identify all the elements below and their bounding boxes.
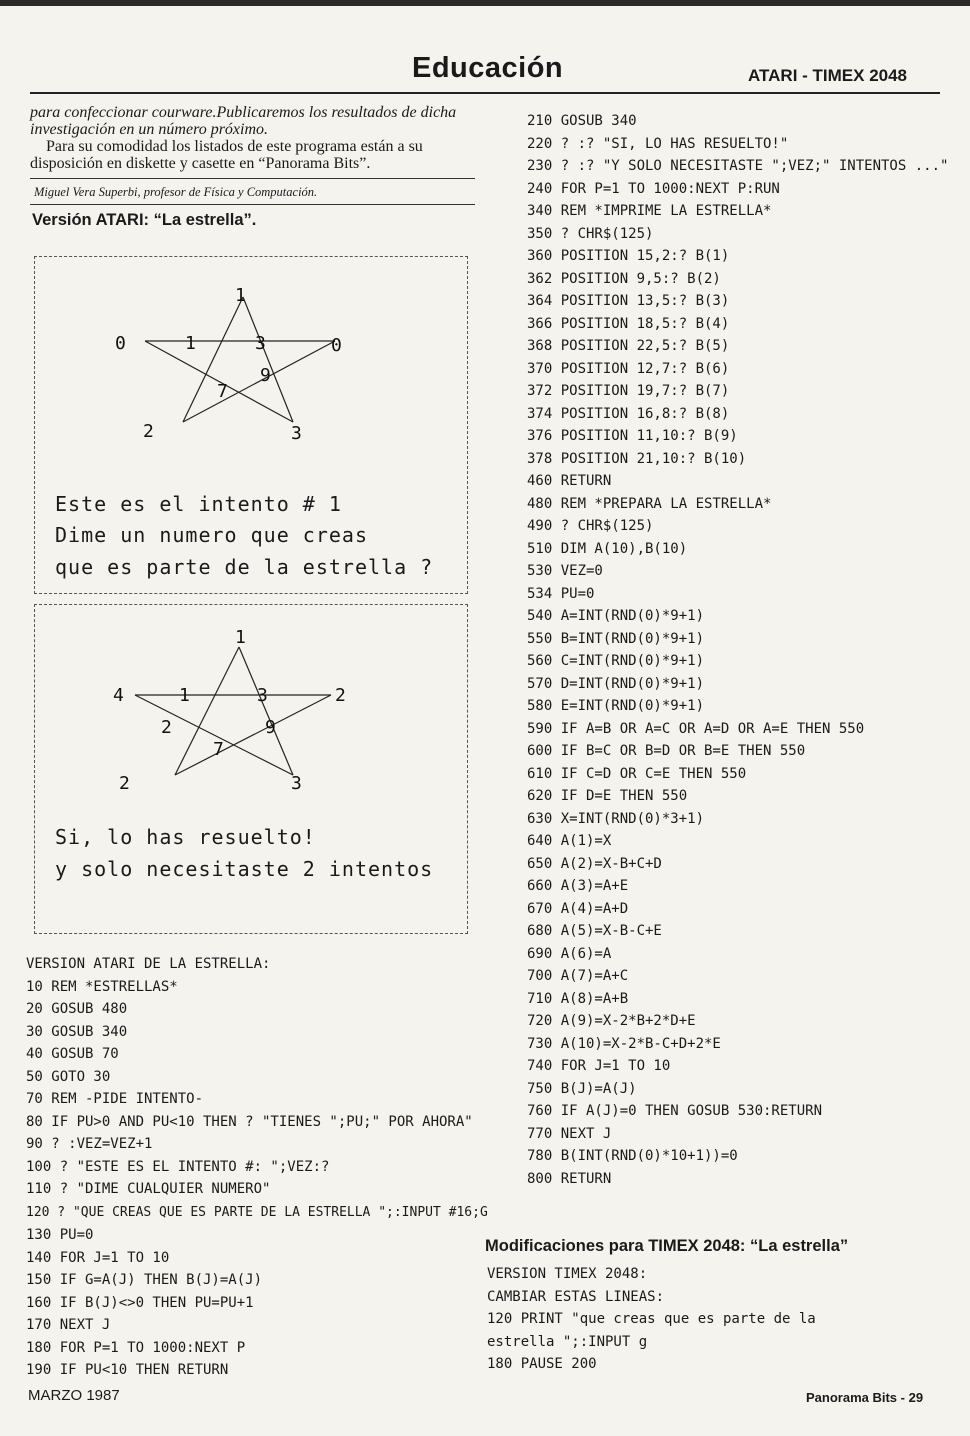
code-line: 120 ? "QUE CREAS QUE ES PARTE DE LA ESTRELLA ";:INPUT #16;G	[26, 1204, 488, 1220]
intro-paragraph-2: Para su comodidad los listados de este programa están a su disposición en diskette y casette en “Panorama Bits”.	[30, 138, 423, 172]
code-line: 230 ? :? "Y SOLO NECESITASTE ";VEZ;" INTENTOS ..."	[527, 158, 949, 174]
star2-label-inner-left: 1	[179, 685, 190, 706]
code-line: 530 VEZ=0	[527, 563, 603, 579]
code-line: 160 IF B(J)<>0 THEN PU=PU+1	[26, 1294, 254, 1311]
code-line: estrella ";:INPUT g	[487, 1333, 648, 1350]
header-rule	[30, 92, 940, 94]
code-line: 534 PU=0	[527, 585, 595, 602]
screen2-line-1: Si, lo has resuelto!	[55, 825, 316, 849]
star2-label-bottom-left: 2	[119, 773, 130, 794]
code-line: 710 A(8)=A+B	[527, 990, 629, 1007]
screen2-line-2: y solo necesitaste 2 intentos	[55, 857, 434, 881]
code-line: 750 B(J)=A(J)	[527, 1080, 637, 1097]
code-line: 800 RETURN	[527, 1170, 612, 1187]
code-line: 480 REM *PREPARA LA ESTRELLA*	[527, 495, 772, 512]
code-line: 740 FOR J=1 TO 10	[527, 1058, 671, 1074]
star2-label-mid-right: 9	[265, 717, 276, 738]
byline-rule	[30, 178, 475, 179]
code-line: 350 ? CHR$(125)	[527, 225, 654, 242]
code-line: 366 POSITION 18,5:? B(4)	[527, 315, 730, 332]
code-line: 630 X=INT(RND(0)*3+1)	[527, 810, 705, 827]
code-line: 368 POSITION 22,5:? B(5)	[527, 338, 730, 354]
code-line: 720 A(9)=X-2*B+2*D+E	[527, 1013, 696, 1029]
star1-label-inner-left: 1	[185, 333, 196, 354]
star2-label-mid-low: 7	[213, 739, 224, 760]
star1-label-top: 1	[235, 285, 246, 306]
code-line: 780 B(INT(RND(0)*10+1))=0	[527, 1148, 738, 1164]
code-line: 30 GOSUB 340	[26, 1023, 128, 1040]
code-line: 120 PRINT "que creas que es parte de la	[487, 1311, 816, 1327]
star1-label-inner-right: 3	[255, 333, 266, 354]
page-top-border	[0, 0, 970, 6]
code-line: 690 A(6)=A	[527, 945, 612, 962]
code-line: VERSION ATARI DE LA ESTRELLA:	[26, 956, 271, 972]
star2-label-mid-left: 2	[161, 717, 172, 738]
code-line: 360 POSITION 15,2:? B(1)	[527, 248, 730, 264]
star1-label-left: 0	[115, 333, 126, 354]
code-line: 670 A(4)=A+D	[527, 900, 629, 917]
code-line: VERSION TIMEX 2048:	[487, 1266, 648, 1282]
star2-label-right: 2	[335, 685, 346, 706]
code-line: 680 A(5)=X-B-C+E	[527, 923, 662, 939]
footer-date: MARZO 1987	[28, 1387, 120, 1404]
intro-paragraph-1: para confeccionar courware.Publicaremos los resultados de dicha investigación en un número próximo.	[30, 104, 457, 138]
atari-listing-part1	[26, 953, 488, 1382]
atari-listing-part2	[527, 110, 948, 1190]
code-line: 210 GOSUB 340	[527, 113, 637, 129]
code-line: 50 GOTO 30	[26, 1068, 111, 1085]
code-line: 510 DIM A(10),B(10)	[527, 540, 688, 557]
screen-capture-1	[34, 256, 468, 594]
code-line: 490 ? CHR$(125)	[527, 518, 654, 534]
code-line: 340 REM *IMPRIME LA ESTRELLA*	[527, 203, 772, 219]
code-line: 374 POSITION 16,8:? B(8)	[527, 405, 730, 422]
code-line: 110 ? "DIME CUALQUIER NUMERO"	[26, 1181, 271, 1197]
code-line: 90 ? :VEZ=VEZ+1	[26, 1136, 153, 1152]
star2-label-top: 1	[235, 627, 246, 648]
code-line: 376 POSITION 11,10:? B(9)	[527, 428, 738, 444]
author-byline: Miguel Vera Superbi, profesor de Física y Computación.	[34, 185, 318, 199]
code-line: 140 FOR J=1 TO 10	[26, 1249, 170, 1266]
star2-label-left: 4	[113, 685, 124, 706]
code-line: 460 RETURN	[527, 473, 612, 489]
star1-label-mid-right: 9	[260, 365, 271, 386]
code-line: 362 POSITION 9,5:? B(2)	[527, 270, 721, 287]
code-line: 730 A(10)=X-2*B-C+D+2*E	[527, 1035, 721, 1052]
code-line: 640 A(1)=X	[527, 833, 612, 849]
star2-label-bottom-right: 3	[291, 773, 302, 794]
code-line: 600 IF B=C OR B=D OR B=E THEN 550	[527, 743, 806, 759]
code-line: 20 GOSUB 480	[26, 1001, 128, 1017]
code-line: 378 POSITION 21,10:? B(10)	[527, 450, 747, 467]
atari-version-title: Versión ATARI: “La estrella”.	[32, 211, 257, 229]
timex-modifications-title: Modificaciones para TIMEX 2048: “La estrella”	[485, 1237, 849, 1255]
star1-label-bottom-right: 3	[291, 423, 302, 444]
code-line: 240 FOR P=1 TO 1000:NEXT P:RUN	[527, 180, 780, 197]
intro-text	[30, 104, 475, 172]
code-line: 540 A=INT(RND(0)*9+1)	[527, 608, 705, 624]
code-line: 40 GOSUB 70	[26, 1046, 119, 1062]
footer-page-number: Panorama Bits - 29	[806, 1390, 924, 1405]
code-line: 100 ? "ESTE ES EL INTENTO #: ";VEZ:?	[26, 1158, 330, 1175]
code-line: 620 IF D=E THEN 550	[527, 788, 688, 804]
code-line: 220 ? :? "SI, LO HAS RESUELTO!"	[527, 135, 789, 152]
code-line: 660 A(3)=A+E	[527, 878, 629, 894]
code-line: 580 E=INT(RND(0)*9+1)	[527, 698, 705, 714]
code-line: 190 IF PU<10 THEN RETURN	[26, 1362, 229, 1378]
screen1-line-3: que es parte de la estrella ?	[55, 555, 434, 579]
star-diagram-2	[35, 605, 467, 933]
code-line: 760 IF A(J)=0 THEN GOSUB 530:RETURN	[527, 1103, 823, 1119]
screen-capture-2	[34, 604, 468, 934]
star1-label-bottom-left: 2	[143, 421, 154, 442]
code-line: 650 A(2)=X-B+C+D	[527, 855, 662, 872]
code-line: 130 PU=0	[26, 1227, 94, 1243]
screen1-line-1: Este es el intento # 1	[55, 492, 342, 516]
code-line: 180 PAUSE 200	[487, 1356, 597, 1372]
star1-label-right: 0	[331, 335, 342, 356]
code-line: 590 IF A=B OR A=C OR A=D OR A=E THEN 550	[527, 720, 865, 737]
code-line: 10 REM *ESTRELLAS*	[26, 978, 178, 995]
code-line: 770 NEXT J	[527, 1125, 612, 1142]
code-line: 550 B=INT(RND(0)*9+1)	[527, 630, 705, 647]
section-header-platforms: ATARI - TIMEX 2048	[748, 66, 908, 85]
code-line: CAMBIAR ESTAS LINEAS:	[487, 1288, 665, 1305]
code-line: 80 IF PU>0 AND PU<10 THEN ? "TIENES ";PU;" POR AHORA"	[26, 1113, 473, 1130]
screen1-line-2: Dime un numero que creas	[55, 523, 368, 547]
code-line: 364 POSITION 13,5:? B(3)	[527, 293, 730, 309]
code-line: 560 C=INT(RND(0)*9+1)	[527, 653, 705, 669]
star1-label-mid-left: 7	[217, 381, 228, 402]
star2-label-inner-right: 3	[257, 685, 268, 706]
code-line: 170 NEXT J	[26, 1317, 111, 1333]
code-line: 610 IF C=D OR C=E THEN 550	[527, 765, 747, 782]
left-column-text	[30, 104, 475, 230]
code-line: 700 A(7)=A+C	[527, 968, 629, 984]
code-line: 370 POSITION 12,7:? B(6)	[527, 360, 730, 377]
code-line: 180 FOR P=1 TO 1000:NEXT P	[26, 1339, 246, 1356]
timex-modifications-listing	[487, 1263, 816, 1376]
code-line: 150 IF G=A(J) THEN B(J)=A(J)	[26, 1272, 263, 1288]
section-header-title: Educación	[412, 52, 564, 84]
code-line: 372 POSITION 19,7:? B(7)	[527, 383, 730, 399]
code-line: 70 REM -PIDE INTENTO-	[26, 1091, 204, 1107]
code-line: 570 D=INT(RND(0)*9+1)	[527, 675, 705, 692]
byline-rule-bottom	[30, 204, 475, 205]
